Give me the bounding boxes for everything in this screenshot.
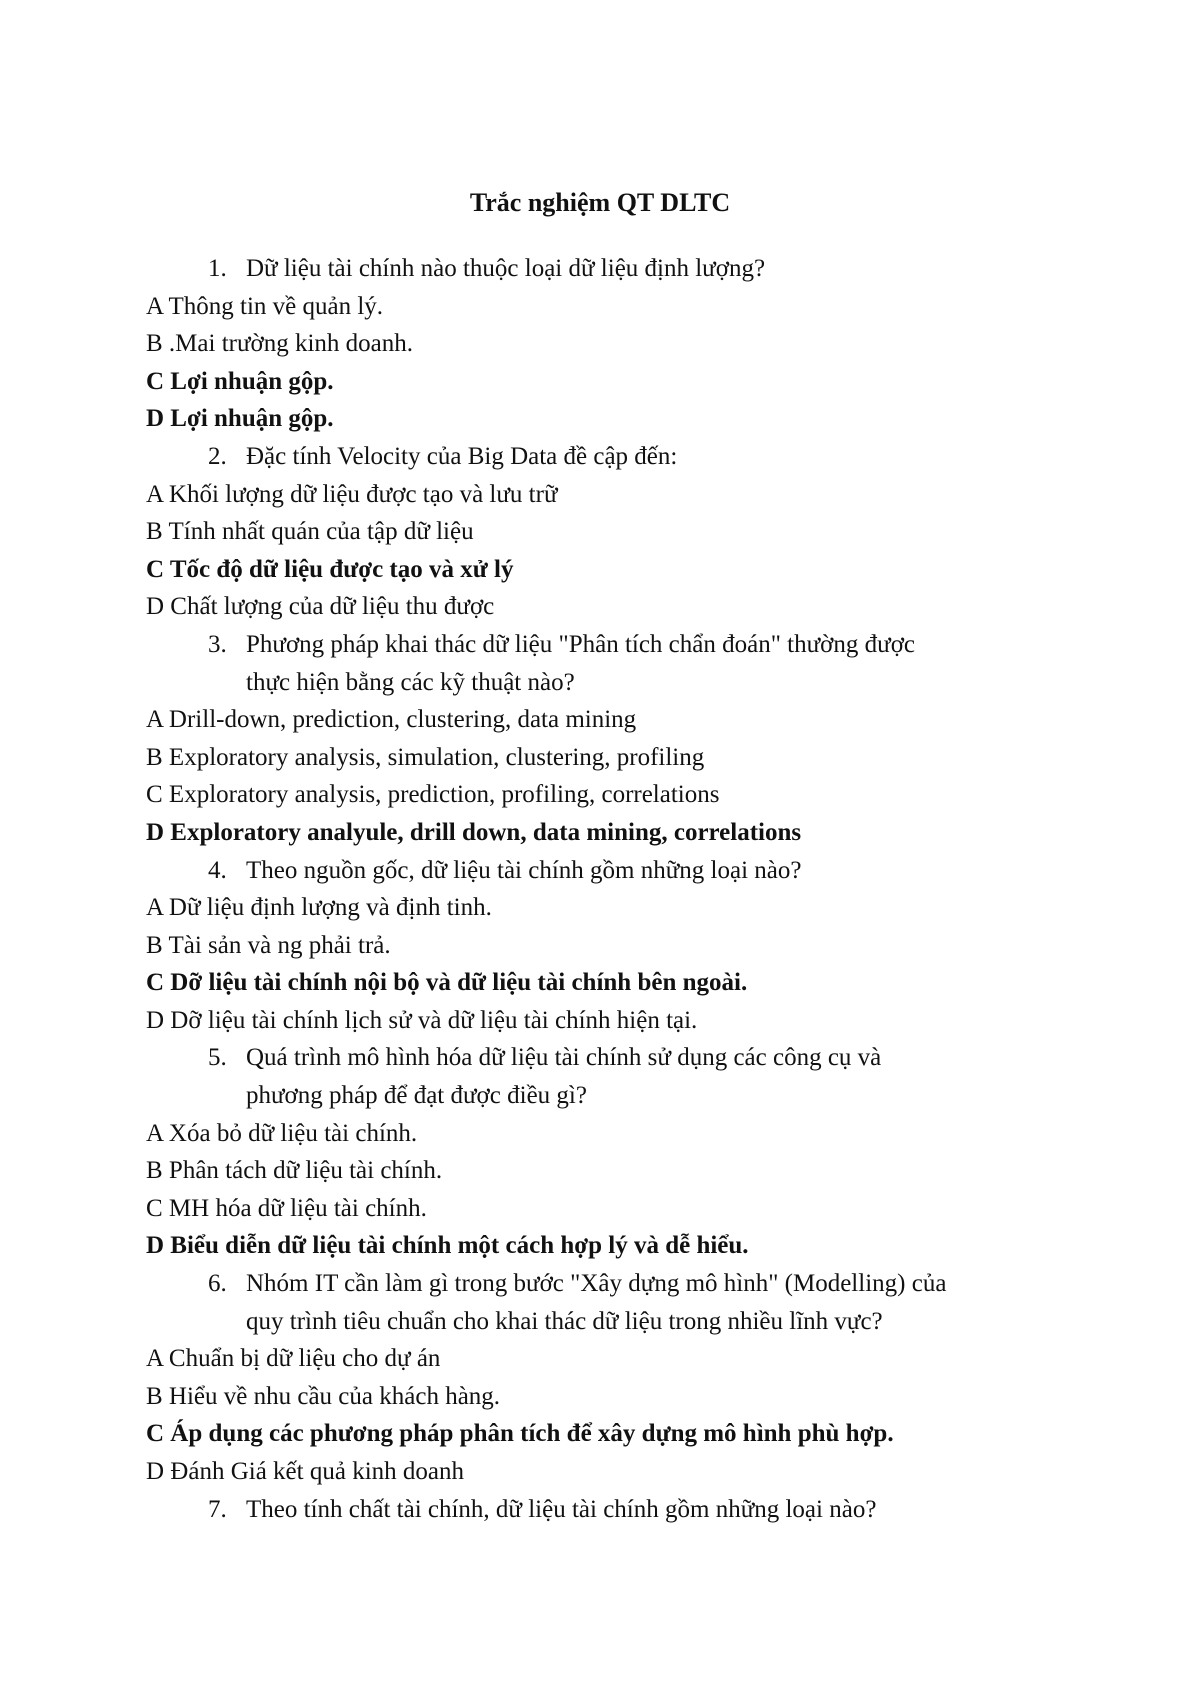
option-4c-answer: C Dỡ liệu tài chính nội bộ và dữ liệu tài chính bên ngoài. [146, 969, 748, 997]
question-5 [146, 1039, 1146, 1077]
question-number: 7. [208, 1495, 227, 1523]
question-text-continued: thực hiện bằng các kỹ thuật nào? [246, 668, 575, 696]
question-6 [146, 1265, 1146, 1303]
option-4a: A Dữ liệu định lượng và định tinh. [146, 894, 492, 922]
option-6c-answer: C Áp dụng các phương pháp phân tích để xây dựng mô hình phù hợp. [146, 1420, 894, 1448]
option-3b: B Exploratory analysis, simulation, clustering, profiling [146, 743, 705, 771]
question-text: Quá trình mô hình hóa dữ liệu tài chính sử dụng các công cụ và [246, 1044, 882, 1072]
option-1c-answer: C Lợi nhuận gộp. [146, 367, 334, 395]
question-text: Theo nguồn gốc, dữ liệu tài chính gồm những loại nào? [246, 856, 802, 884]
question-number: 2. [208, 442, 227, 470]
question-text: Phương pháp khai thác dữ liệu "Phân tích chẩn đoán" thường được [246, 630, 916, 658]
option-5d-answer: D Biểu diễn dữ liệu tài chính một cách hợp lý và dễ hiểu. [146, 1232, 749, 1260]
option-3d-answer: D Exploratory analyule, drill down, data mining, correlations [146, 818, 802, 846]
question-number: 1. [208, 255, 227, 282]
question-text-continued: phương pháp để đạt được điều gì? [246, 1082, 587, 1110]
question-7 [146, 1491, 1146, 1529]
question-3 [146, 626, 1146, 664]
option-4b: B Tài sản và ng phải trả. [146, 931, 391, 959]
option-6d: D Đánh Giá kết quả kinh doanh [146, 1458, 464, 1485]
question-number: 6. [208, 1270, 227, 1298]
option-3a: A Drill-down, prediction, clustering, data mining [146, 706, 637, 734]
option-2a: A Khối lượng dữ liệu được tạo và lưu trữ [146, 480, 558, 508]
question-text: Nhóm IT cần làm gì trong bước "Xây dựng mô hình" (Modelling) của [246, 1270, 947, 1298]
question-text: Đặc tính Velocity của Big Data đề cập đến: [246, 442, 678, 470]
option-5a: A Xóa bỏ dữ liệu tài chính. [146, 1119, 418, 1147]
question-list [146, 250, 1146, 1528]
option-6a: A Chuẩn bị dữ liệu cho dự án [146, 1345, 441, 1373]
option-2c-answer: C Tốc độ dữ liệu được tạo và xử lý [146, 555, 514, 583]
document-title: Trắc nghiệm QT DLTC [469, 188, 731, 217]
option-2b: B Tính nhất quán của tập dữ liệu [146, 518, 474, 546]
question-2 [146, 438, 1146, 476]
question-4 [146, 852, 1146, 890]
question-number: 3. [208, 630, 227, 658]
question-number: 5. [208, 1044, 227, 1072]
option-4d: D Dỡ liệu tài chính lịch sử và dữ liệu tài chính hiện tại. [146, 1006, 698, 1034]
option-6b: B Hiểu về nhu cầu của khách hàng. [146, 1382, 501, 1410]
question-text: Theo tính chất tài chính, dữ liệu tài chính gồm những loại nào? [246, 1495, 877, 1523]
option-1d-answer: D Lợi nhuận gộp. [146, 405, 334, 433]
question-text: Dữ liệu tài chính nào thuộc loại dữ liệu định lượng? [246, 255, 766, 282]
question-1 [146, 250, 1146, 288]
option-2d: D Chất lượng của dữ liệu thu được [146, 593, 495, 621]
question-number: 4. [208, 856, 227, 884]
option-3c: C Exploratory analysis, prediction, profiling, correlations [146, 781, 720, 809]
option-5b: B Phân tách dữ liệu tài chính. [146, 1157, 443, 1185]
question-text-continued: quy trình tiêu chuẩn cho khai thác dữ liệu trong nhiều lĩnh vực? [246, 1307, 883, 1335]
option-1b: B .Mai trường kinh doanh. [146, 330, 414, 358]
option-1a: A Thông tin về quản lý. [146, 292, 384, 320]
option-5c: C MH hóa dữ liệu tài chính. [146, 1194, 427, 1222]
